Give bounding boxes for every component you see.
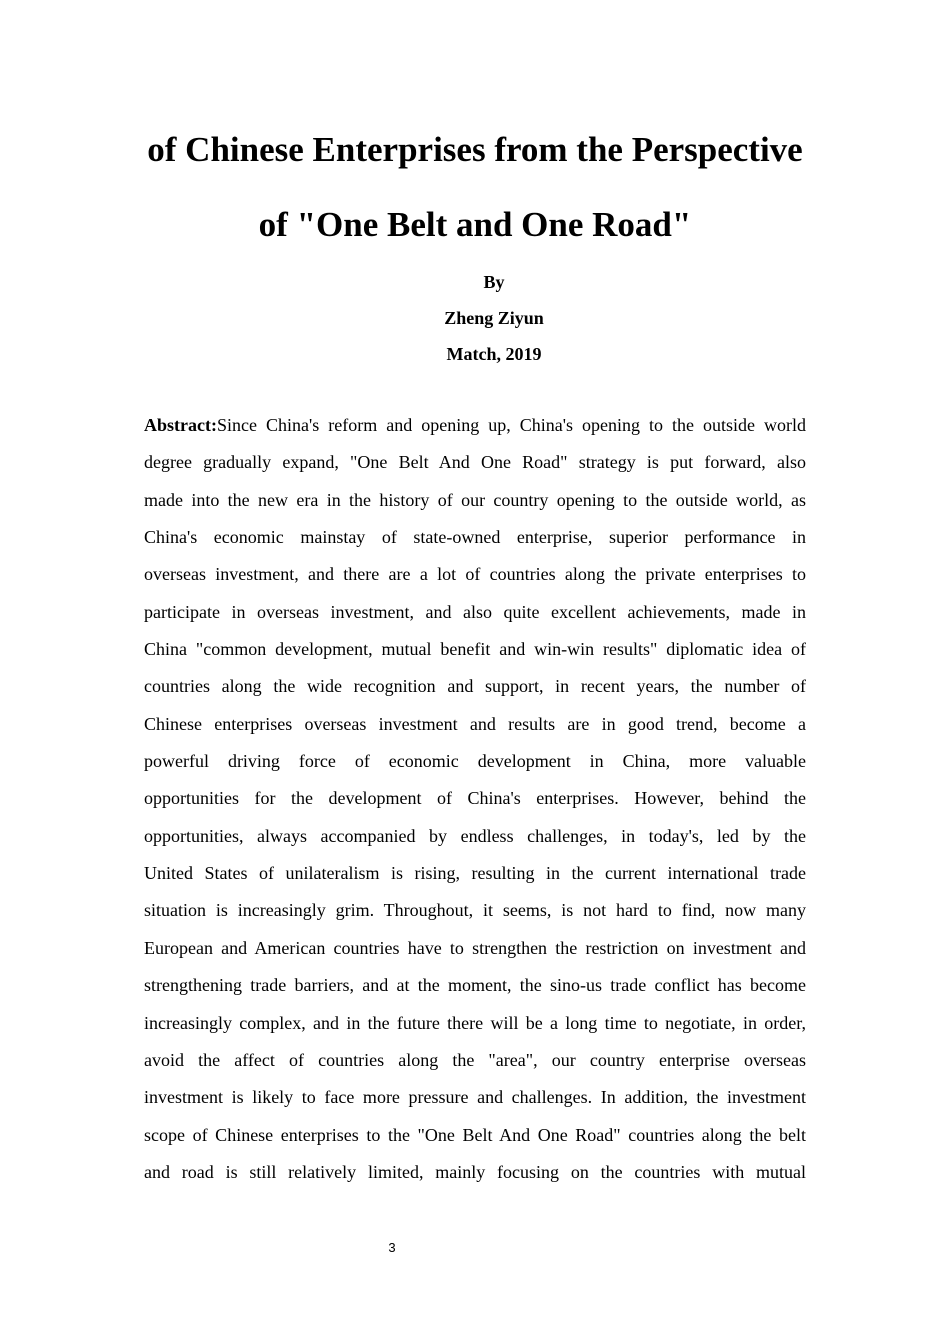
abstract-line: China "common development, mutual benefit and win-win results" diplomatic idea of <box>144 639 806 660</box>
document-date: Match, 2019 <box>446 344 542 364</box>
abstract-line <box>144 407 806 444</box>
abstract-line: European and American countries have to strengthen the restriction on investment and <box>144 937 806 958</box>
abstract-line: opportunities for the development of China's enterprises. However, behind the <box>144 788 806 809</box>
title-line-1: of Chinese Enterprises from the Perspective <box>147 130 803 169</box>
abstract-line: Chinese enterprises overseas investment and results are in good trend, become a <box>144 713 806 734</box>
abstract-line: situation is increasingly grim. Throughout, it seems, is not hard to find, now many <box>144 900 806 921</box>
abstract-line: made into the new era in the history of our country opening to the outside world, as <box>144 489 806 510</box>
abstract-line: China's economic mainstay of state-owned enterprise, superior performance in <box>144 527 806 548</box>
abstract-line: powerful driving force of economic development in China, more valuable <box>144 751 806 772</box>
abstract-line: countries along the wide recognition and support, in recent years, the number of <box>144 676 806 697</box>
abstract-line: scope of Chinese enterprises to the "One Belt And One Road" countries along the belt <box>144 1124 806 1145</box>
abstract-line: degree gradually expand, "One Belt And One Road" strategy is put forward, also <box>144 452 806 473</box>
abstract-line: United States of unilateralism is rising, resulting in the current international trade <box>144 863 806 884</box>
abstract-line: and road is still relatively limited, mainly focusing on the countries with mutual <box>144 1161 806 1182</box>
title-line-2: of "One Belt and One Road" <box>258 205 692 244</box>
author-name: Zheng Ziyun <box>444 308 544 328</box>
abstract-text: Since China's reform and opening up, China's opening to the outside world <box>216 415 806 435</box>
page-number: 3 <box>388 1240 396 1255</box>
abstract-line: increasingly complex, and in the future there will be a long time to negotiate, in order, <box>144 1012 806 1033</box>
abstract-paragraph <box>144 407 806 1191</box>
abstract-line: participate in overseas investment, and also quite excellent achievements, made in <box>144 601 806 622</box>
abstract-line: strengthening trade barriers, and at the moment, the sino-us trade conflict has become <box>144 975 806 996</box>
abstract-line: overseas investment, and there are a lot of countries along the private enterprises to <box>144 564 806 585</box>
abstract-line: investment is likely to face more pressure and challenges. In addition, the investment <box>144 1087 806 1108</box>
by-label: By <box>483 272 505 292</box>
abstract-label: Abstract: <box>144 415 217 435</box>
abstract-line: avoid the affect of countries along the "area", our country enterprise overseas <box>144 1049 806 1070</box>
abstract-line: opportunities, always accompanied by endless challenges, in today's, led by the <box>144 825 806 846</box>
